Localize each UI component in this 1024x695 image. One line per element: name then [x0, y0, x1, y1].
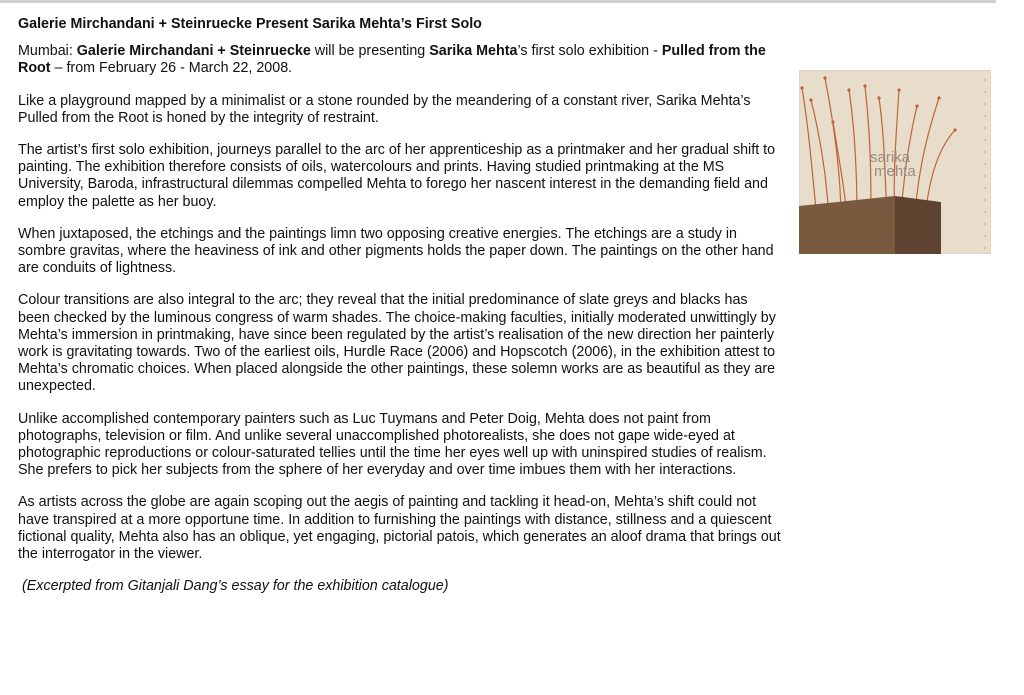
catalogue-text-line1: sarika: [870, 149, 911, 166]
intro-show-title: Pulled from the Root: [18, 43, 766, 77]
intro-gallery: Galerie Mirchandani + Steinruecke: [76, 43, 311, 60]
body-paragraph: Like a playground mapped by a minimalist or a stone rounded by the meandering of a constant river, Sarika Mehta’s Pulled from the Root is honed by the integrity of restraint.: [18, 92, 751, 126]
article-title: Galerie Mirchandani + Steinruecke Present Sarika Mehta’s First Solo: [18, 16, 482, 32]
top-divider: [0, 0, 996, 3]
body-paragraph: As artists across the globe are again scoping out the aegis of painting and tackling it head-on, Mehta’s shift could not have transpired at a more opportune time. In addition to furnishing the paintings with distance, stillness and a quiescent fictional quality, Mehta also has an oblique, yet engaging, pictorial patois, which generates an aloof drama that brings out the interrogator in the viewer.: [18, 494, 781, 563]
intro-text-2: ’s first solo exhibition -: [517, 43, 662, 60]
intro-city: Mumbai:: [18, 43, 77, 60]
body-paragraph: Unlike accomplished contemporary painters such as Luc Tuymans and Peter Doig, Mehta does not paint from photographs, television or film. And unlike several unaccomplished photorealists, she does not gape wide-eyed at photographic reproductions or colour-saturated tellies until the time her eyes well up with uninspired studies of realism. She prefers to pick her subjects from the sphere of her everyday and over time imbues them with her interactions.: [18, 410, 767, 479]
catalogue-text-line2: mehta: [874, 163, 916, 180]
intro-text-3: – from February 26 - March 22, 2008.: [50, 60, 293, 77]
intro-text-1: will be presenting: [310, 43, 430, 60]
catalogue-perforation: [984, 79, 986, 249]
article: [18, 16, 783, 595]
intro-artist: Sarika Mehta: [429, 43, 518, 60]
excerpt-caption: (Excerpted from Gitanjali Dang’s essay for the exhibition catalogue): [22, 578, 449, 595]
catalogue-cover-image: [799, 70, 991, 254]
body-paragraph: Colour transitions are also integral to the arc; they reveal that the initial predominance of slate greys and blacks has been checked by the luminous congress of warm shades. The choice-making faculties, initially moderated unwittingly by Mehta’s immersion in printmaking, have since been regulated by the artist’s realisation of the new direction her painterly work is gravitating towards. Two of the earliest oils, Hurdle Race (2006) and Hopscotch (2006), in the exhibition attest to Mehta’s chromatic choices. When placed alongside the other paintings, these solemn works are as beautiful as they are unexpected.: [18, 292, 776, 395]
body-paragraph: When juxtaposed, the etchings and the paintings limn two opposing creative energies. The etchings are a study in sombre gravitas, where the heaviness of ink and other pigments holds the paper down. The paintings on the other hand are conduits of lightness.: [18, 225, 774, 277]
catalogue-box: [799, 196, 895, 254]
body-paragraph: The artist’s first solo exhibition, journeys parallel to the arc of her apprenticeship as a printmaker and her gradual shift to painting. The exhibition therefore consists of oils, watercolours and prints. Having studied printmaking at the MS University, Baroda, infrastructural dilemmas compelled Mehta to forego her nascent interest in the demanding field and employ the palette as her buoy.: [18, 142, 776, 210]
intro-paragraph: [18, 43, 783, 77]
